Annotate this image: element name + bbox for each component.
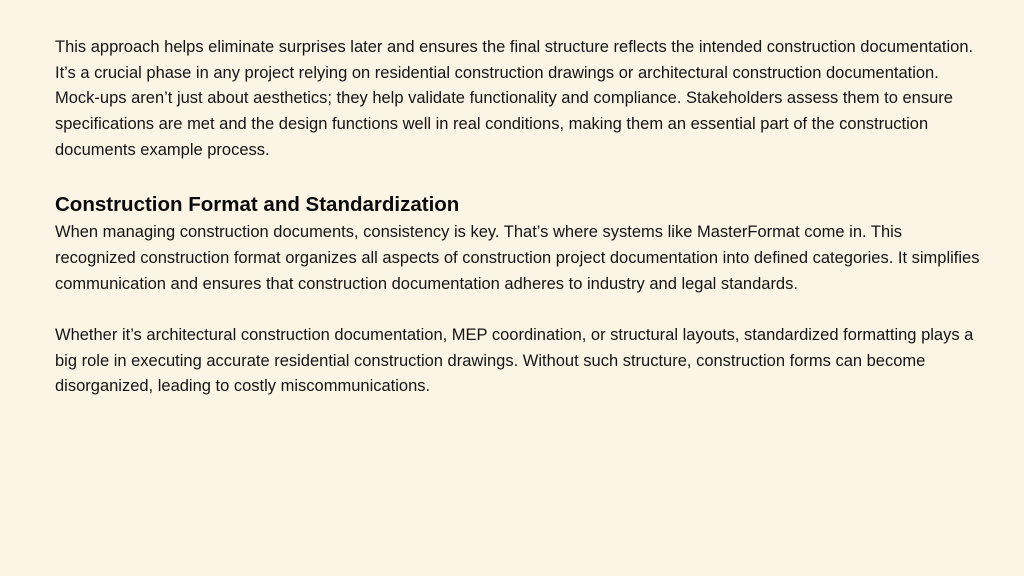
section-paragraph-2: Whether it’s architectural construction documentation, MEP coordination, or structural layouts, standardized formatting plays a big role in executing accurate residential construction drawings. Without such structure, construction forms can become disorganized, leading to costly miscommunications.: [55, 326, 974, 396]
section-heading: Construction Format and Standardization: [55, 193, 460, 217]
section-paragraph-1: When managing construction documents, consistency is key. That’s where systems like MasterFormat come in. This recognized construction format organizes all aspects of construction project documentation into defined categories. It simplifies communication and ensures that construction documentation adheres to industry and legal standards.: [55, 223, 980, 293]
paragraph-spacer: [55, 164, 985, 190]
paragraph-spacer: [55, 297, 985, 323]
intro-paragraph-2: Mock-ups aren’t just about aesthetics; they help validate functionality and compliance. Stakeholders assess them to ensure specifications are met and the design functions well in real conditions, making them an essential part of the construction documents example process.: [55, 89, 953, 159]
slide-content: [55, 35, 985, 400]
intro-paragraph-1: This approach helps eliminate surprises later and ensures the final structure reflects the intended construction documentation. It’s a crucial phase in any project relying on residential construction drawings or architectural construction documentation.: [55, 38, 974, 82]
